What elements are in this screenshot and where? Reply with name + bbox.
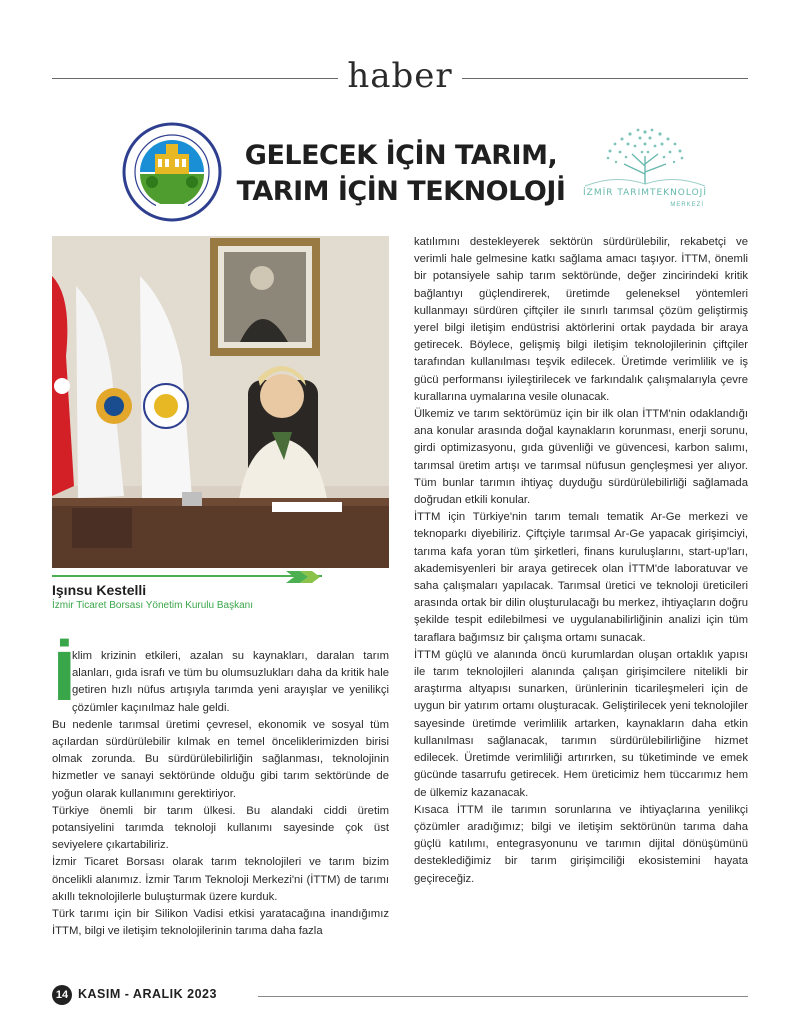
- portrait-photo: [52, 236, 389, 568]
- izmir-ticaret-borsasi-logo: [122, 122, 222, 222]
- paragraph: İTTM güçlü ve alanında öncü kurumlardan oluşan ortaklık yapısı ile tarım teknolojileri alanında çalışan girişimcilere nitelikli bir araştırma altyapısı sunarken, ürünlerinin ticarileşmeleri için de uygun bir yatırım ortamı oluşturacak. Geliştirilecek yeni teknolojiler sayesinde üretimde verimlilik artarken, kaynakların daha etkin kullanılması sağlanacak, tarımın sürdürülebilirliğine hizmet edilecek. Üretimde verimliliği artırırken, su tüketiminde ve emek gücünde tasarrufu getirecek. Hem üreticimiz hem tüccarımız hem de ülkemiz kazanacak.: [414, 648, 748, 799]
- article-column-right: [414, 234, 748, 888]
- paragraph: Ülkemiz ve tarım sektörümüz için bir ilk olan İTTM'nin odaklandığı ana konular arasında doğal kaynakların korunması, enerji sorunu, girdi optimizasyonu, gıda güvenliği ve güvencesi, karbon salımı, tarımsal üretim artışı ve tarımsal nüfusun gençleşmesi yer alıyor. Tüm bunlar tarımın ihtiyaç duyduğu sürdürülebilirliği sağlamada doğrudan etkili konular.: [414, 408, 748, 507]
- paragraph: İ klim krizinin etkileri, azalan su kaynakları, daralan tarım alanları, gıda israfı ve tüm bu olumsuzlukları daha da kritik hale getiren hızlı nüfus artışıyla tarımda yeni arayışlar ve yenilikçi çözümler kaçınılmaz hale geldi.: [52, 639, 389, 716]
- paragraph: katılımını destekleyerek sektörün sürdürülebilir, rekabetçi ve verimli hale gelmesine katkı sağlama amacı taşıyor. İTTM, önemli bir potansiyele sahip tarım sektöründe, değer zincirindeki kritik bağlantıyı güçlendirerek, üretimde geleneksel yöntemleri kullanmayı sürdüren çiftçiler ile sınırlı tarımsal çözüm geliştirmiş yerel bilgi iletişim endüstrisi aktörlerini ortak paydada bir araya getirecek. Böylece, gelişmiş bilgi iletişim teknolojilerinin çiftçiler tarafından kullanılması teşvik edilecek. Üretimde verimlilik ve iş gücü performansı iyileştirilecek ve farkındalık çalışmalarıyla çevre kurallarına uymalarına vesile olunacak.: [414, 236, 748, 403]
- title-line-1: GELECEK İÇİN TARIM,: [244, 140, 558, 171]
- paragraph: Bu nedenle tarımsal üretimi çevresel, ekonomik ve sosyal tüm açılardan sürdürülebilir kılmak en temel önceliklerimizden birisi olmak zorunda. Bu sürdürülebilirliğin sağlanması, teknolojinin hizmetler ve sanayi sektöründe olduğu gibi tarım sektöründe de yoğun olarak kullanımını gerektiriyor.: [52, 718, 389, 800]
- page-number: 14: [52, 985, 72, 1005]
- article-title: [222, 138, 580, 210]
- footer-rule: [258, 996, 748, 997]
- header-rule-left: [52, 78, 338, 79]
- article-column-left: [52, 639, 389, 940]
- paragraph: İzmir Ticaret Borsası olarak tarım teknolojileri ve tarım bizim öncelikli alanımız. İzmir Tarım Teknoloji Merkezi'ni (İTTM) de tarımı akıllı teknolojilerle buluşturmak üzere kurduk.: [52, 856, 389, 903]
- paragraph: Türk tarımı için bir Silikon Vadisi etkisi yaratacağına inandığımız İTTM, bilgi ve iletişim teknolojilerinin tarıma daha fazla: [52, 908, 389, 938]
- ittm-logo-text: İZMİR TARIMTEKNOLOJİ: [583, 188, 707, 198]
- section-label: haber: [347, 56, 453, 96]
- tree-icon: [580, 124, 710, 188]
- caption-role: İzmir Ticaret Borsası Yönetim Kurulu Başkanı: [52, 600, 254, 611]
- header-rule-right: [462, 78, 748, 79]
- ittm-logo-subtext: MERKEZİ: [670, 202, 704, 208]
- issue-date: KASIM - ARALIK 2023: [78, 987, 217, 1001]
- drop-cap: İ: [52, 639, 77, 716]
- paragraph: İTTM için Türkiye'nin tarım temalı tematik Ar-Ge merkezi ve teknoparkı diyebiliriz. Çiftçiyle tarımsal Ar-Ge yapacak girişimciyi, tarıma kafa yoran tüm şirketleri, finans kuruluşlarını, start-up'ları, akademisyenleri bir araya getirecek olan İTTM'de laboratuvar ve saha çalışmaları yapılacak. Tarımsal üretici ve teknoloji üreticileri arasında ortak bir dilin oluşturulacağı bu merkez, ihtiyaçların doğru şekilde tespit edilebilmesi ve uygulanabilirliğinin analizi için tüm taraflara bağımsız bir çalışma ortamı sunacak.: [414, 511, 748, 644]
- chevron-right-icon: [282, 569, 322, 585]
- paragraph: Kısaca İTTM ile tarımın sorunlarına ve ihtiyaçlarına yenilikçi çözümler aradığımız; bilgi ve iletişim sektörünün tarıma daha güçlü katılımı, entegrasyonunu ve tarımın dijital dönüşümünü desteklediğimiz bir tarım girişimciliği ekosistemini hayata geçireceğiz.: [414, 803, 748, 885]
- ittm-logo: [580, 124, 710, 218]
- title-line-2: TARIM İÇİN TEKNOLOJİ: [236, 176, 566, 207]
- caption-name: Işınsu Kestelli: [52, 582, 147, 598]
- paragraph: Türkiye önemli bir tarım ülkesi. Bu alandaki ciddi üretim potansiyelini tarımda teknoloji kullanımı sayesinde çok üst seviyelere çıkartabiliriz.: [52, 804, 389, 852]
